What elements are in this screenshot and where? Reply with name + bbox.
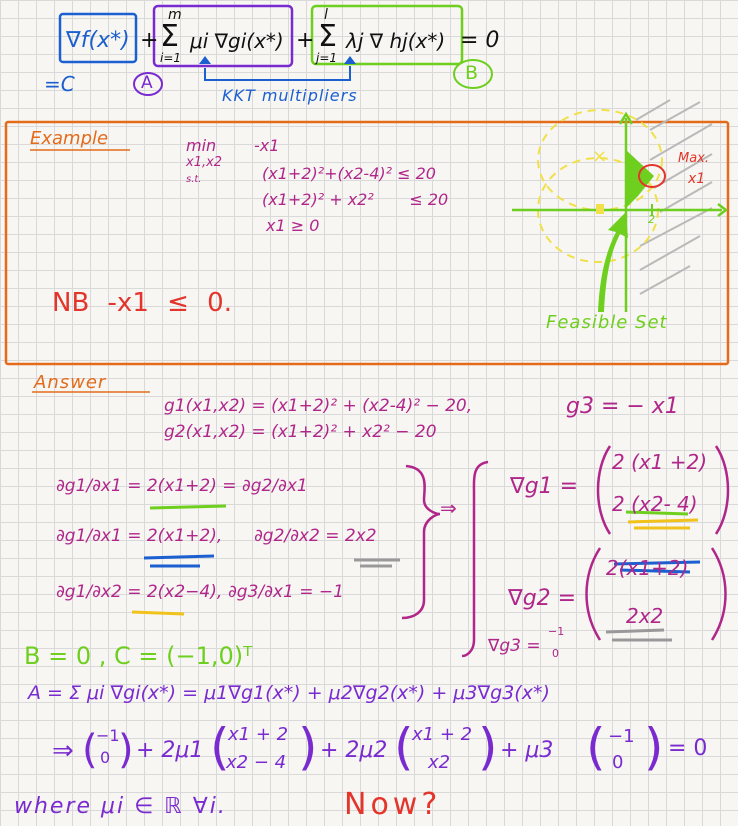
final-paren-open-2: ( <box>210 718 230 776</box>
b-c-values: B = 0 , C = (−1,0)ᵀ <box>24 642 253 670</box>
answer-title: Answer <box>34 372 107 393</box>
derivatives-brace <box>402 466 440 618</box>
constraint-3: x1 ≥ 0 <box>266 216 320 235</box>
label-b: B <box>465 62 479 84</box>
plus-sign-1: + <box>140 28 159 53</box>
label-a: A <box>141 73 153 93</box>
grad-g1-open <box>598 446 610 534</box>
a-expansion: A = Σ μi ∇gi(x*) = μ1∇g1(x*) + μ2∇g2(x*) + μ3∇g3(x*) <box>28 682 550 704</box>
max-label: Max. <box>678 151 710 166</box>
feasible-arrow <box>598 212 628 312</box>
tick-2-label: 2 <box>648 213 655 226</box>
derivative-line-3b: ∂g3/∂x1 = −1 <box>228 582 344 602</box>
derivative-line-3a: ∂g1/∂x2 = 2(x2−4), <box>56 582 223 602</box>
subject-to: s.t. <box>186 174 202 185</box>
final-paren-close-4: ) <box>644 718 664 776</box>
final-paren-close-1: ) <box>118 727 134 773</box>
constraint-2: (x1+2)² + x2² ≤ 20 <box>262 190 449 209</box>
final-paren-close-3: ) <box>478 718 498 776</box>
final-vector-4-bottom: 0 <box>612 752 624 773</box>
grad-g2-open <box>587 548 601 640</box>
where-clause: where μi ∈ ℝ ∀i. <box>14 794 227 819</box>
grad-g1-close <box>716 446 728 534</box>
feasible-set-label: Feasible Set <box>546 312 668 333</box>
g1-definition: g1(x1,x2) = (x1+2)² + (x2-4)² − 20, <box>164 396 473 416</box>
derivative-line-1: ∂g1/∂x1 = 2(x1+2) = ∂g2/∂x1 <box>56 476 308 496</box>
sum-lower-2: j=1 <box>316 51 338 65</box>
final-implies: ⇒ <box>52 736 74 766</box>
min-label: min <box>186 136 217 155</box>
derivative-line-2a: ∂g1/∂x1 = 2(x1+2), <box>56 526 223 546</box>
final-equals-zero: = 0 <box>668 736 708 761</box>
grad-g1-label: ∇g1 = <box>510 474 579 499</box>
final-vector-4-top: −1 <box>608 726 635 747</box>
grad-g1-bottom: 2 (x2- 4) <box>612 492 698 516</box>
grad-g3-label: ∇g3 = <box>488 636 541 656</box>
mu-sum-term: μi ∇gi(x*) <box>190 29 284 53</box>
g2-definition: g2(x1,x2) = (x1+2)² + x2² − 20 <box>164 422 437 442</box>
sum-upper-m: m <box>168 7 182 23</box>
highlight-yellow-1 <box>132 612 184 614</box>
sum-lower-1: i=1 <box>160 51 182 65</box>
kkt-arrowhead-right <box>344 56 356 64</box>
grad-f-term: ∇f(x*) <box>66 28 130 53</box>
implies-arrow: ⇒ <box>440 496 457 520</box>
decision-vars: x1,x2 <box>186 155 223 170</box>
infeasible-hatching <box>636 100 712 294</box>
derivative-line-2b: ∂g2/∂x2 = 2x2 <box>254 526 377 546</box>
equals-zero: = 0 <box>460 28 500 53</box>
kkt-multipliers-label: KKT multipliers <box>222 86 358 105</box>
final-vector-1-bottom: 0 <box>100 748 111 767</box>
highlight-blue-1 <box>144 556 214 566</box>
gradients-brace <box>462 462 488 656</box>
grad-g1-top: 2 (x1 +2) <box>612 450 708 474</box>
now-question: Now? <box>344 787 442 822</box>
sum-upper-l: l <box>324 7 328 23</box>
kkt-arrowhead-left <box>199 56 211 64</box>
highlight-yellow-2 <box>628 520 698 528</box>
grad-g2-close <box>712 548 726 640</box>
highlight-gray-2 <box>606 630 672 640</box>
final-plus-mu3: + μ3 <box>500 738 554 763</box>
final-plus-mu2: + 2μ2 <box>320 738 388 763</box>
final-paren-open-3: ( <box>394 718 414 776</box>
highlight-green-1 <box>150 506 226 508</box>
grad-g2-top: 2(x1+2) <box>606 556 689 580</box>
constraint-1: (x1+2)²+(x2-4)² ≤ 20 <box>262 164 436 183</box>
g3-definition: g3 = − x1 <box>566 394 679 419</box>
final-paren-open-1: ( <box>82 727 98 773</box>
kkt-bracket <box>205 66 350 80</box>
grad-g2-bottom: 2x2 <box>626 604 664 628</box>
example-title: Example <box>30 128 109 149</box>
grad-g3-bottom: 0 <box>552 647 559 660</box>
max-variable: x1 <box>688 171 706 187</box>
center-mark-1: × <box>592 146 608 167</box>
label-c: =C <box>44 72 75 96</box>
center-mark-2 <box>596 204 604 214</box>
objective: -x1 <box>254 136 280 155</box>
nb-note: NB -x1 ≤ 0. <box>52 288 232 318</box>
final-vector-3-top: x1 + 2 <box>412 724 473 745</box>
final-vector-2-top: x1 + 2 <box>228 724 289 745</box>
grad-g3-top: −1 <box>548 625 565 638</box>
final-vector-1-top: −1 <box>96 726 120 745</box>
final-paren-close-2: ) <box>298 718 318 776</box>
sum-sign-1: Σ <box>160 19 179 54</box>
plus-sign-2: + <box>296 28 315 53</box>
lambda-sum-term: λj ∇ hj(x*) <box>346 29 446 53</box>
sum-sign-2: Σ <box>318 19 337 54</box>
grad-g2-label: ∇g2 = <box>508 586 577 611</box>
final-paren-open-4: ( <box>586 718 606 776</box>
final-plus-mu1: + 2μ1 <box>136 738 204 763</box>
final-vector-3-bottom: x2 <box>428 752 451 773</box>
highlight-gray-1 <box>354 560 400 566</box>
final-vector-2-bottom: x2 − 4 <box>226 752 287 773</box>
